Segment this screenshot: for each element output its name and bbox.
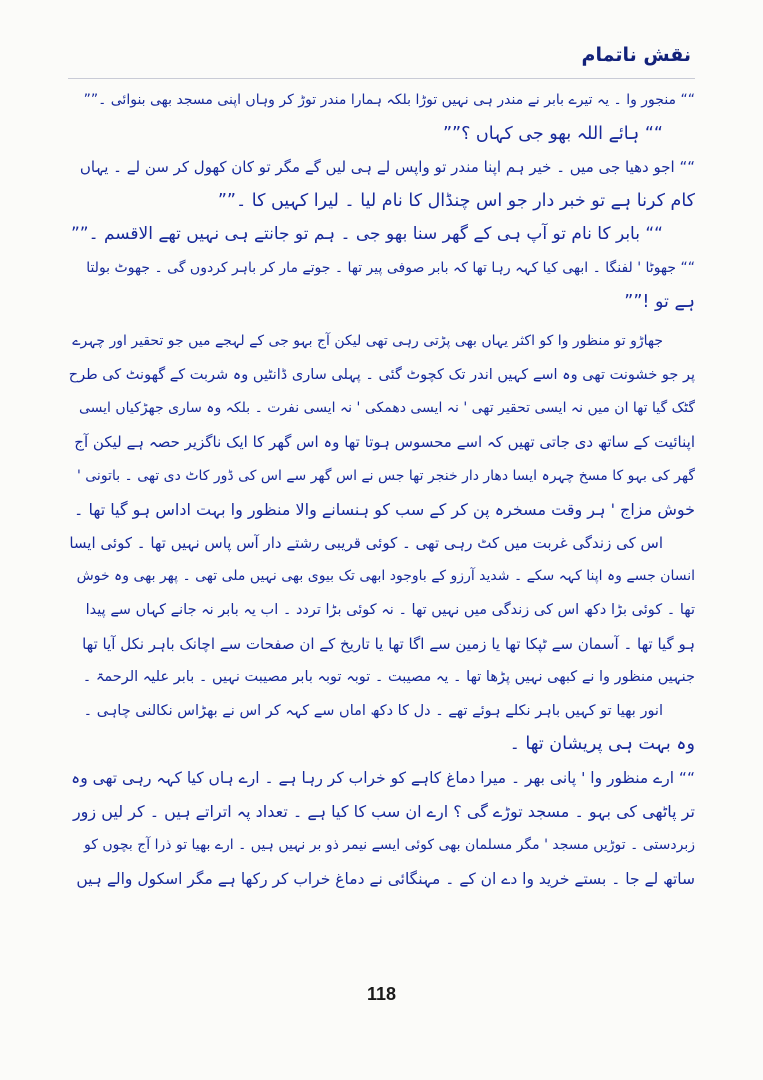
text-line: تھا ۔ کوئی بڑا دکھ اس کی زندگی میں نہیں تھا ۔ نہ کوئی بڑا تردد ۔ اب یہ بابر نہ جانے کہاں سے پیدا xyxy=(85,601,695,618)
text-line: خوش مزاج ' ہر وقت مسخرہ پن کر کے سب کو ہنسانے والا منظور وا بہت اداس ہو گیا تھا ۔ xyxy=(74,500,695,520)
text-line: زبردستی ۔ توڑیں مسجد ' مگر مسلمان بھی کوئی ایسے نیمر ذو بر نہیں ہیں ۔ ارے بھیا تو ذرا آج بچوں کو xyxy=(84,837,695,854)
text-line: اس کی زندگی غربت میں کٹ رہی تھی ۔ کوئی قریبی رشتے دار آس پاس نہیں تھا ۔ کوئی ایسا xyxy=(69,533,663,552)
text-line: ““ ہائے اللہ بھو جی کہاں ؟”” xyxy=(442,123,663,144)
text-line: اپنائیت کے ساتھ دی جاتی تھیں کہ اسے محسوس ہوتا تھا وہ اس گھر کا ایک ناگزیر حصہ ہے لیکن آج xyxy=(74,432,695,451)
body-text xyxy=(67,84,695,896)
text-line: تر پاٹھی کی بہو ۔ مسجد توڑے گی ؟ ارے ان سب کا کیا ہے ۔ تعداد پہ اتراتے ہیں ۔ کر لیں زور xyxy=(72,802,695,822)
text-line: کام کرنا ہے تو خبر دار جو اس چنڈال کا نام لیا ۔ لیرا کہیں کا ۔”” xyxy=(217,190,695,211)
text-line: گٹک گیا تھا ان میں نہ ایسی تحقیر تھی ' نہ ایسی دھمکی ' نہ ایسی نفرت ۔ بلکہ وہ ساری جھڑکیاں ایسی xyxy=(78,400,695,417)
text-line: ““ بابر کا نام تو آپ ہی کے گھر سنا بھو جی ۔ ہم تو جانتے ہی نہیں تھے الاقسم ۔”” xyxy=(70,224,663,245)
text-line: ““ جھوٹا ' لفنگا ۔ ابھی کیا کہہ رہا تھا کہ بابر صوفی پیر تھا ۔ جوتے مار کر باہر کردوں گی ۔ جھوٹ بولتا xyxy=(86,259,695,276)
text-line: جھاڑو تو منظور وا کو اکثر یہاں بھی پڑتی رہی تھی لیکن آج بہو جی کے لہجے میں جو تحقیر اور چہرے xyxy=(72,333,663,350)
text-line: ہے تو !”” xyxy=(624,291,695,312)
text-line: ““ منجور وا ۔ یہ تیرے بابر نے مندر ہی نہیں توڑا بلکہ ہمارا مندر توڑ کر وہاں اپنی مسجد بھی بنوائی ۔”” xyxy=(83,92,695,108)
page-number: 118 xyxy=(366,984,397,1004)
text-line: پر جو خشونت تھی وہ اسے کہیں اندر تک کچوٹ گئی ۔ پہلی ساری ڈانٹیں وہ شربت کے گھونٹ کی طرح xyxy=(68,366,695,383)
text-line: گھر کی بہو کا مسخ چہرہ ایسا دھار دار خنجر تھا جس نے اس گھر سے اس کی ڈور کاٹ دی تھی ۔ باتونی ' xyxy=(76,467,695,484)
header-divider xyxy=(68,78,695,79)
text-line: ہو گیا تھا ۔ آسمان سے ٹپکا تھا یا زمین سے اگا تھا یا تاریخ کے ان صفحات سے اچانک باہر نکل آیا تھا xyxy=(82,634,695,653)
text-line: ““ اجو دھیا جی میں ۔ خیر ہم اپنا مندر تو واپس لے ہی لیں گے مگر تو کان کھول کر سن لے ۔ یہاں xyxy=(79,158,695,177)
text-line: انسان جسے وہ اپنا کہہ سکے ۔ شدید آرزو کے باوجود ابھی تک بیوی بھی نہیں ملی تھی ۔ پھر بھی وہ خوش xyxy=(76,568,695,585)
text-line: وہ بہت ہی پریشان تھا ۔ xyxy=(509,734,695,755)
text-line: انور بھیا تو کہیں باہر نکلے ہوئے تھے ۔ دل کا دکھ اماں سے کہہ کر اس نے بھڑاس نکالنی چاہی ۔ xyxy=(83,702,663,719)
text-line: ساتھ لے جا ۔ بستے خرید وا دے ان کے ۔ مہنگائی نے دماغ خراب کر رکھا ہے مگر اسکول والے ہیں xyxy=(76,869,695,888)
running-header-title: نقش ناتمام xyxy=(581,44,691,66)
text-line: ““ ارے منظور وا ' پانی بھر ۔ میرا دماغ کاہے کو خراب کر رہا ہے ۔ ارے ہاں کیا کہہ رہی تھی وہ xyxy=(71,768,695,787)
text-line: جنہیں منظور وا نے کبھی نہیں پڑھا تھا ۔ یہ مصیبت ۔ توبہ توبہ بابر مصیبت نہیں ۔ بابر علیہ الرحمۃ ۔ xyxy=(82,669,695,686)
